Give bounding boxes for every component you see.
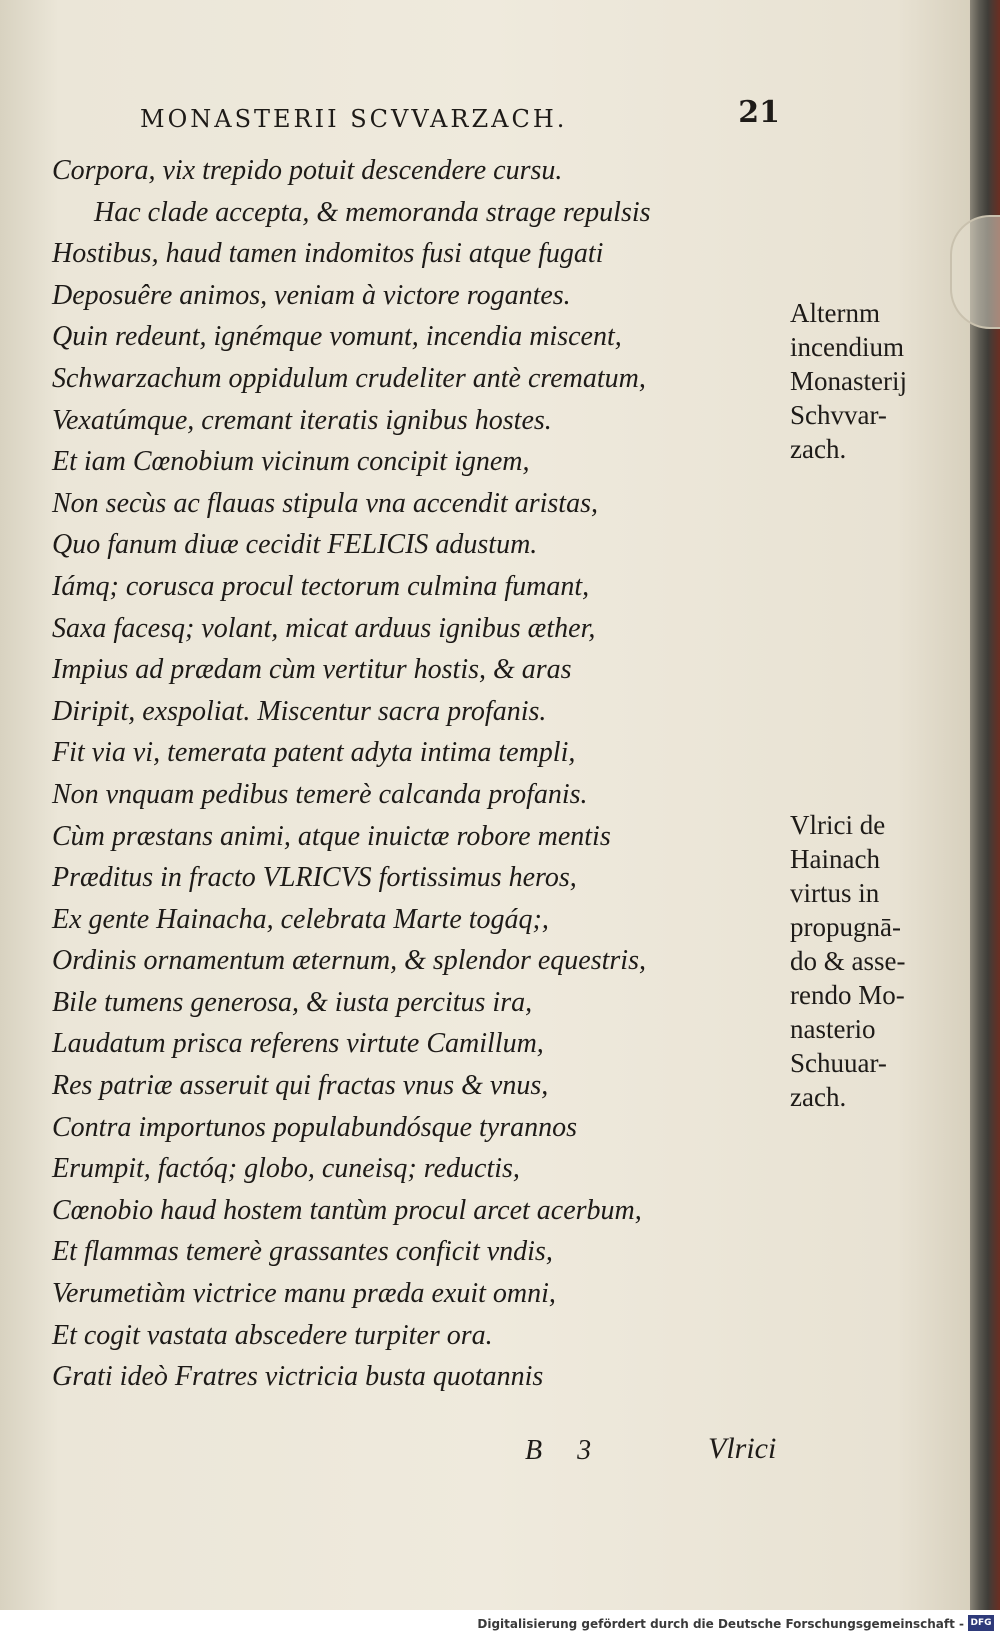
verse-line: Quin redeunt, ignémque vomunt, incendia miscent, <box>52 321 622 353</box>
verse-line: Res patriæ asseruit qui fractas vnus & vnus, <box>52 1070 549 1102</box>
verse-line: Iámq; corusca procul tectorum culmina fumant, <box>52 570 590 602</box>
verse-line: Et iam Cœnobium vicinum concipit ignem, <box>52 446 530 478</box>
marginal-note-line: Schuuar- <box>790 1048 887 1078</box>
running-title: MONASTERII SCVVARZACH. <box>140 105 568 133</box>
marginal-note-line: do & asse- <box>790 946 906 976</box>
verse-line: Quo fanum diuæ cecidit FELICIS adustum. <box>52 529 538 561</box>
catchword: Vlrici <box>708 1432 777 1465</box>
marginal-note-line: Schvvar- <box>790 400 887 430</box>
marginal-note-line: zach. <box>790 434 847 464</box>
verse-line: Corpora, vix trepido potuit descendere cursu. <box>52 155 563 186</box>
verse-line: Cœnobio haud hostem tantùm procul arcet acerbum, <box>52 1194 642 1226</box>
verse-line: Hac clade accepta, & memoranda strage repulsis <box>94 196 651 228</box>
verse-line: Vexatúmque, cremant iteratis ignibus hostes. <box>52 404 552 436</box>
dfg-logo: DFG <box>968 1615 994 1631</box>
footer-credit: Digitalisierung gefördert durch die Deutsche Forschungsgemeinschaft - <box>477 1617 964 1631</box>
verse-line: Erumpit, factóq; globo, cuneisq; reductis, <box>52 1153 520 1185</box>
verse-line: Cùm præstans animi, atque inuictæ robore mentis <box>52 820 611 852</box>
verse-line: Impius ad prædam cùm vertitur hostis, & aras <box>52 654 572 686</box>
verse-line: Non secùs ac flauas stipula vna accendit aristas, <box>52 487 598 519</box>
footer-bar <box>0 1610 1000 1639</box>
verse-line: Hostibus, haud tamen indomitos fusi atque fugati <box>52 238 604 270</box>
marginal-note-alternum-incendium <box>790 296 940 466</box>
marginal-note-line: Hainach <box>790 844 880 874</box>
marginal-note-line: zach. <box>790 1082 847 1112</box>
verse-line: Laudatum prisca referens virtute Camillum, <box>52 1028 544 1060</box>
page-number: 21 <box>738 95 780 130</box>
marginal-note-line: virtus in <box>790 878 880 908</box>
marginal-note-line: Monasterij <box>790 366 907 396</box>
page-header <box>140 95 780 145</box>
verse-line: Deposuêre animos, veniam à victore rogantes. <box>52 279 571 311</box>
verse-line: Bile tumens generosa, & iusta percitus ira, <box>52 986 533 1018</box>
marginal-note-line: rendo Mo- <box>790 980 905 1010</box>
verse-line: Saxa facesq; volant, micat arduus ignibus æther, <box>52 612 596 644</box>
verse-line: Et cogit vastata abscedere turpiter ora. <box>52 1319 493 1351</box>
marginal-note-line: incendium <box>790 332 904 362</box>
marginal-note-vlrici-virtus <box>790 808 940 1114</box>
marginal-note-line: nasterio <box>790 1014 876 1044</box>
marginal-note-line: propugnā- <box>790 912 901 942</box>
verse-line: Schwarzachum oppidulum crudeliter antè crematum, <box>52 362 646 394</box>
verse-line: Ordinis ornamentum æternum, & splendor equestris, <box>52 945 646 977</box>
verse-line: Diripit, exspoliat. Miscentur sacra profanis. <box>52 695 547 727</box>
signature-mark: B 3 <box>525 1435 606 1466</box>
verse-line: Verumetiàm victrice manu præda exuit omni, <box>52 1278 556 1310</box>
verse-line: Præditus in fracto VLRICVS fortissimus heros, <box>52 862 577 894</box>
verse-line: Ex gente Hainacha, celebrata Marte togáq;, <box>52 903 549 935</box>
marginal-note-line: Vlrici de <box>790 810 886 840</box>
verse-line: Fit via vi, temerata patent adyta intima templi, <box>52 737 576 769</box>
verse-line: Non vnquam pedibus temerè calcanda profanis. <box>52 778 588 810</box>
verse-line: Grati ideò Fratres victricia busta quotannis <box>52 1361 544 1393</box>
page-tab <box>950 215 1000 329</box>
verse-line: Contra importunos populabundósque tyrannos <box>52 1111 578 1143</box>
verse-text <box>52 150 752 1398</box>
verse-line: Et flammas temerè grassantes conficit vndis, <box>52 1236 553 1268</box>
marginal-note-line: Alternm <box>790 298 880 328</box>
